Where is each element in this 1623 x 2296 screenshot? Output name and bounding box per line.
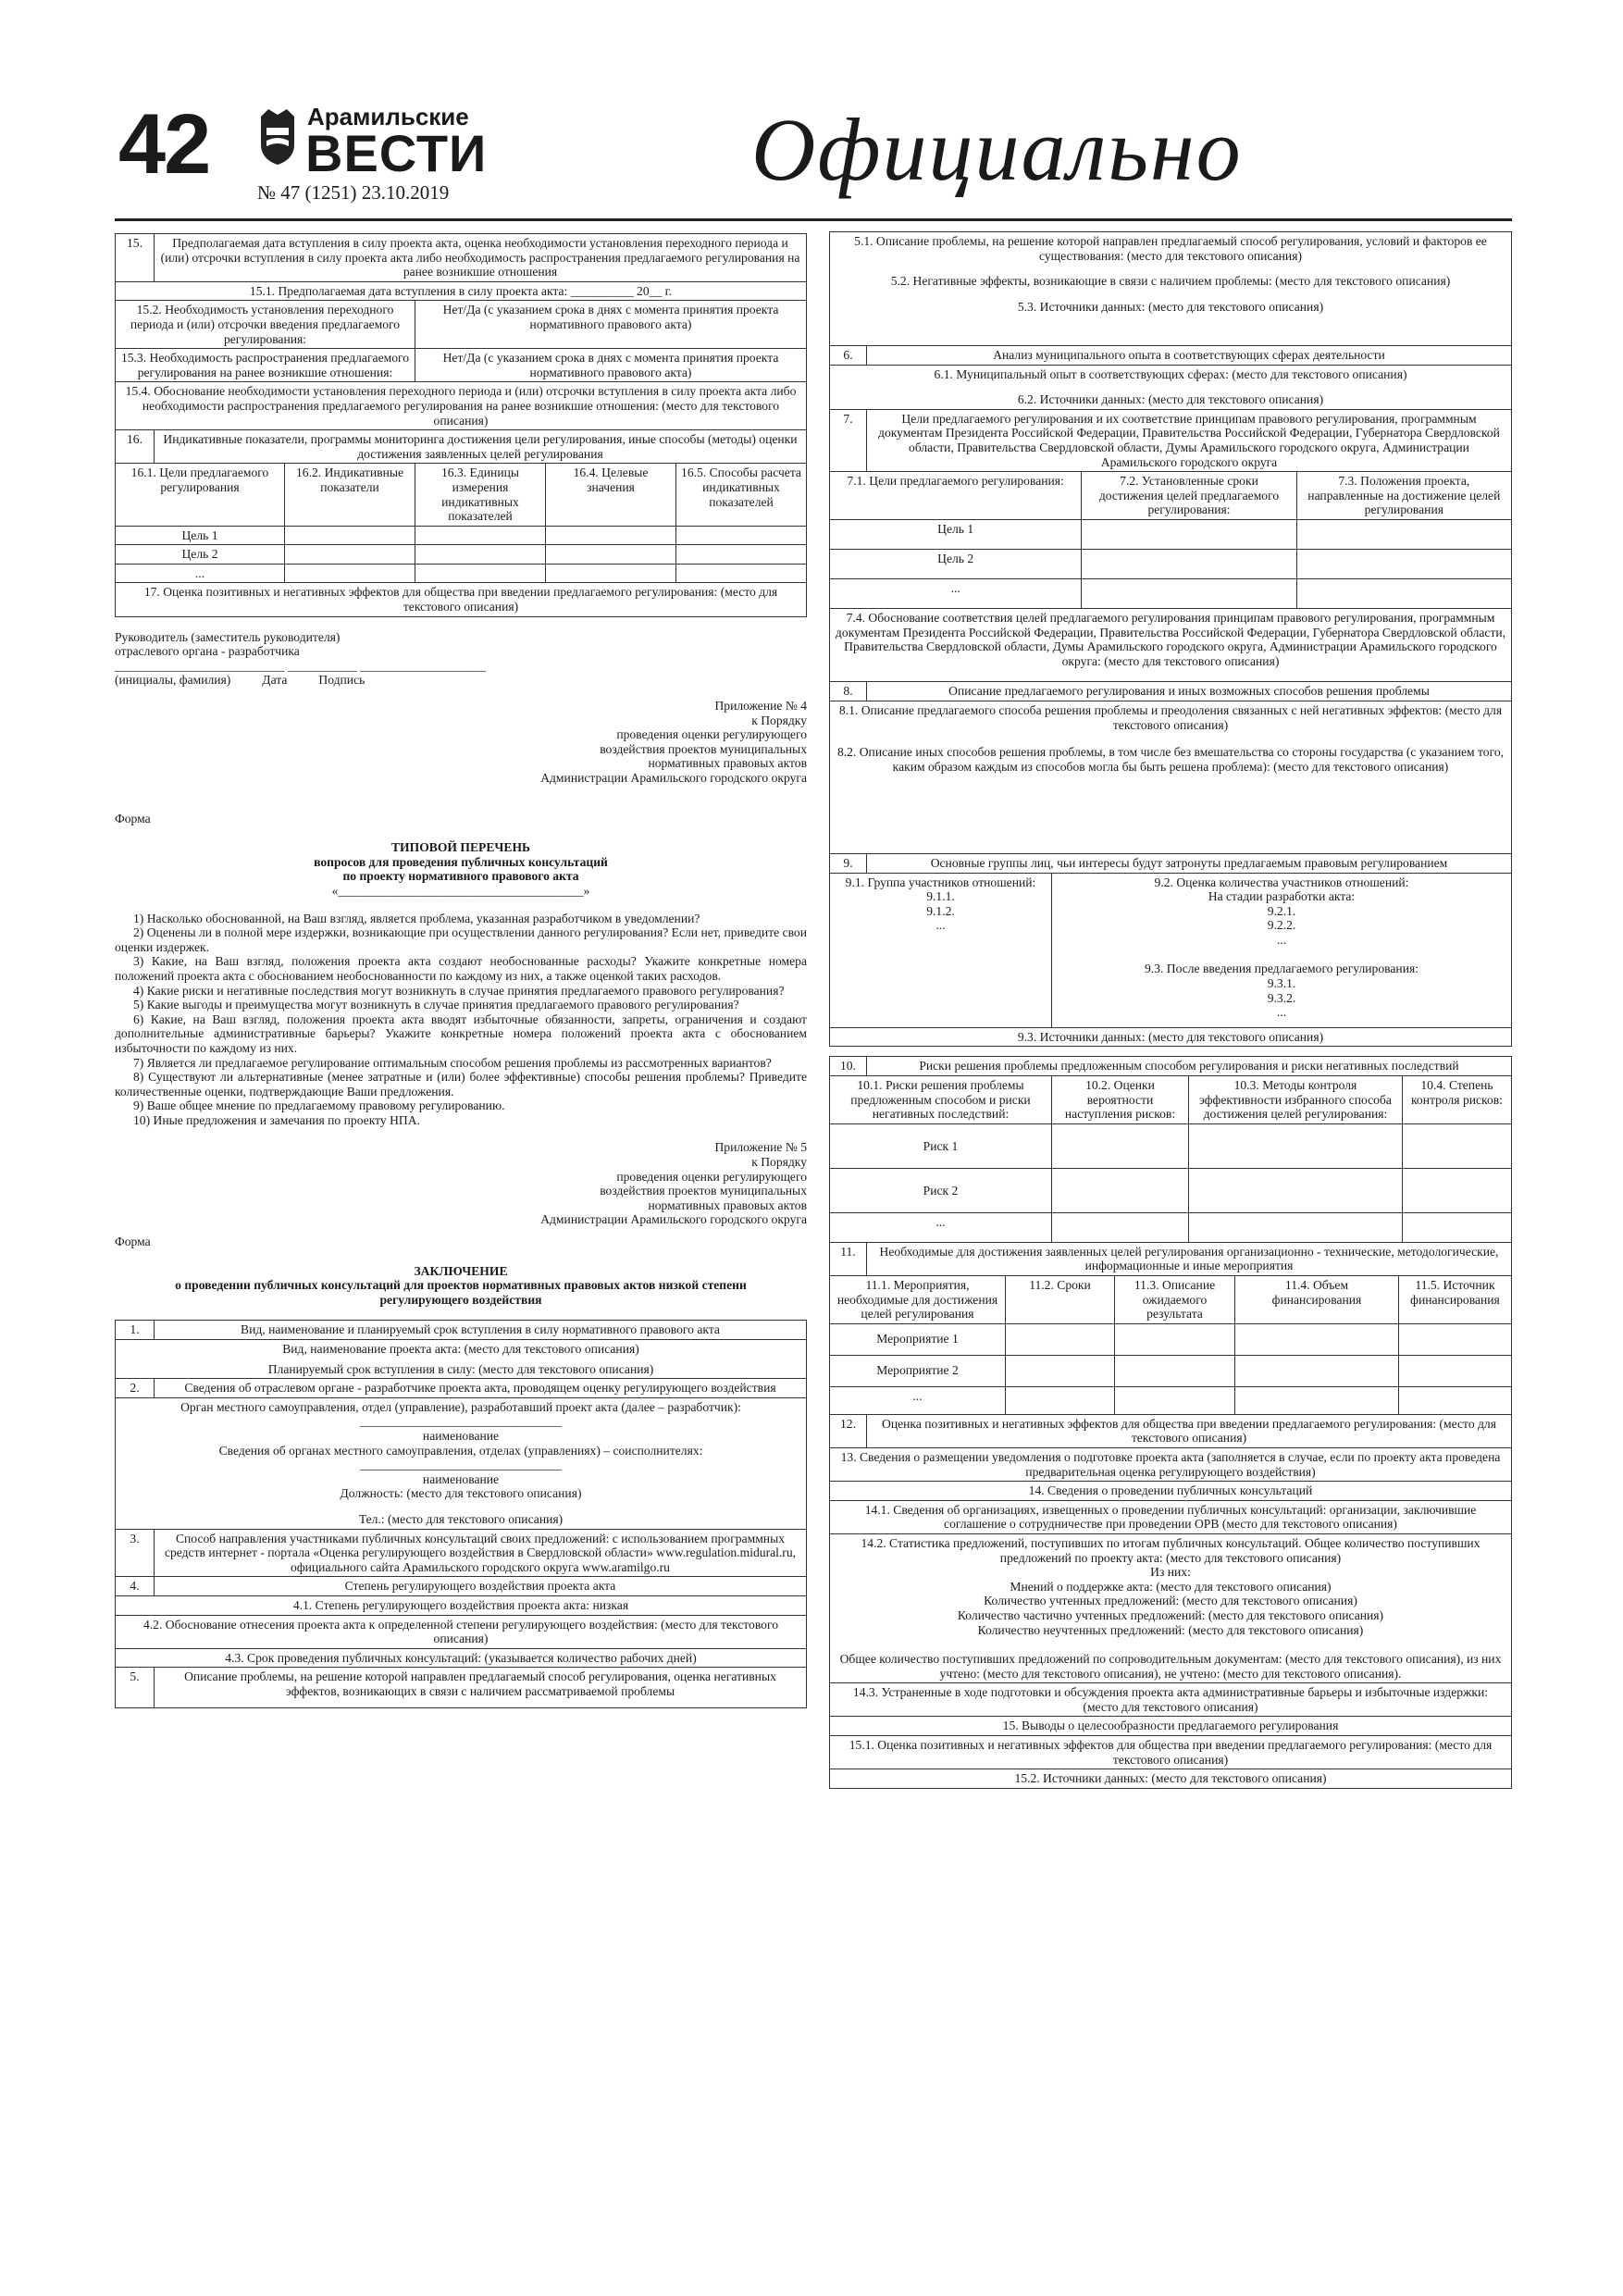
cell-line: 9.1. Группа участников отношений: (845, 875, 1036, 889)
table-cell (830, 701, 1512, 853)
table-header-cell: 11.4. Объем финансирования (1235, 1276, 1399, 1324)
list-item: 6) Какие, на Ваш взгляд, положения проекта акта вводят избыточные обязанности, запреты, ограничения и создают дополнительные административные барьеры? Укажите конкретные номера положений проекта акта с обоснованием избыточности по каждому из них. (115, 1011, 807, 1055)
page-number: 42 (118, 97, 210, 192)
table-cell: Описание предлагаемого регулирования и иных возможных способов решения проблемы (867, 682, 1512, 701)
table-header-cell: 16.3. Единицы измерения индикативных показателей (415, 464, 546, 526)
conclusion-title: ЗАКЛЮЧЕНИЕ (414, 1263, 508, 1278)
cell-line: 6.2. Источники данных: (место для текстового описания) (1017, 392, 1324, 407)
cell-line: ________________________________ (360, 1458, 562, 1472)
table-cell: Основные группы лиц, чьи интересы будут затронуты предлагаемым правовым регулированием (867, 853, 1512, 873)
table-header-cell: 7.3. Положения проекта, направленные на достижение целей регулирования (1296, 472, 1511, 520)
table-cell: 4.2. Обоснование отнесения проекта акта к определенной степени регулирующего воздействия: (место для текстового описания) (116, 1615, 807, 1648)
list-title: ТИПОВОЙ ПЕРЕЧЕНЬ (390, 840, 531, 855)
table-header-cell: 7.1. Цели предлагаемого регулирования: (830, 472, 1082, 520)
table-cell: 4.3. Срок проведения публичных консультаций: (указывается количество рабочих дней) (116, 1648, 807, 1668)
table-cell: 15. Выводы о целесообразности предлагаемого регулирования (830, 1717, 1512, 1736)
cell-line: ... (1276, 1005, 1287, 1020)
signature-blank: ___________________________ ___________ ____________________ (115, 658, 487, 673)
table-section-11 (829, 1242, 1512, 1415)
table-cell: Описание проблемы, на решение которой направлен предлагаемый способ регулирования, оценка негативных эффектов, возникающих в связи с наличием рассматриваемой проблемы (155, 1668, 807, 1708)
questions-list (115, 912, 807, 1128)
cell-line: 5.3. Источники данных: (место для текстового описания) (1017, 299, 1324, 314)
table-header-cell: 10.4. Степень контроля рисков: (1402, 1076, 1511, 1124)
cell-line: наименование (422, 1428, 500, 1443)
row-num: 1. (116, 1321, 155, 1340)
appendix-5-block (115, 1140, 807, 1227)
table-header-cell: 16.5. Способы расчета индикативных показателей (676, 464, 807, 526)
row-num: 16. (116, 430, 155, 464)
appendix-4-block (115, 699, 807, 786)
cell-line: ... (1276, 932, 1287, 947)
cell-line: Из них: (1150, 1565, 1191, 1580)
list-item: 3) Какие, на Ваш взгляд, положения проекта акта создают необоснованные расходы? Укажите конкретные номера положений проекта акта с обоснованием необоснованности по каждому из них, а также оценкой таких расходов. (115, 954, 807, 983)
table-cell: Вид, наименование и планируемый срок вступления в силу нормативного правового акта (155, 1321, 807, 1340)
row-num: 3. (116, 1529, 155, 1577)
list-item: 7) Является ли предлагаемое регулирование оптимальным способом решения проблемы из рассмотренных вариантов? (133, 1055, 772, 1070)
table-cell (830, 365, 1512, 409)
list-subtitle: вопросов для проведения публичных консультаций (314, 854, 608, 869)
cell-line: 8.2. Описание иных способов решения проблемы, в том числе без вмешательства со стороны государства (с указанием того, каким образом каждым из способов могла бы быть решена проблема): (место для текстового описания) (836, 745, 1505, 774)
cell-line: 9.3.1. (1267, 976, 1296, 991)
row-num: 4. (116, 1577, 155, 1596)
table-header-cell: 16.1. Цели предлагаемого регулирования (116, 464, 285, 526)
row-num: 15. (116, 234, 155, 282)
table-cell: ... (830, 1386, 1006, 1414)
cell-line: Общее количество поступивших предложений по сопроводительным документам: (место для текстового описания), из них учтено: (место для текстового описания), не учтено: (место для текстового описания). (839, 1652, 1502, 1681)
cell-line: Мнений о поддержке акта: (место для текстового описания) (1010, 1579, 1332, 1594)
list-item: 8) Существуют ли альтернативные (менее затратные и (или) более эффективные) способы решения проблемы? Приведите количественные оценки, подтверждающие Ваши предложения. (115, 1070, 807, 1098)
table-header-cell: 10.2. Оценки вероятности наступления рисков: (1052, 1076, 1189, 1124)
list-item: 9) Ваше общее мнение по предлагаемому правовому регулированию. (133, 1098, 505, 1113)
table-cell: Цели предлагаемого регулирования и их соответствие принципам правового регулирования, программным документам Президента Российской Федерации, Правительства Российской Федерации, Губернатора Свердловской области, Правительства Свердловской области, Думы Арамильского городского округа, Администрации Арамильского городского округа (867, 409, 1512, 471)
cell-line: 5.2. Негативные эффекты, возникающие в связи с наличием проблемы: (место для текстового описания) (890, 274, 1451, 289)
table-cell: Цель 1 (116, 526, 285, 545)
cell-line: Планируемый срок вступления в силу: (место для текстового описания) (267, 1361, 654, 1376)
table-cell (830, 232, 1512, 346)
cell-line: 9.2.2. (1267, 918, 1296, 933)
appendix-line: воздействия проектов муниципальных (600, 1184, 807, 1198)
table-cell (830, 873, 1052, 1027)
table-header-cell: 10.1. Риски решения проблемы предложенным способом и риски негативных последствий: (830, 1076, 1052, 1124)
cell-line: ________________________________ (360, 1414, 562, 1429)
cell-line: ... (935, 918, 946, 933)
row-num: 10. (830, 1057, 867, 1076)
row-num: 7. (830, 409, 867, 471)
cell-line: 9.3. После введения предлагаемого регулирования: (1145, 962, 1419, 976)
appendix-line: проведения оценки регулирующего (616, 727, 807, 742)
table-header-cell: 11.1. Мероприятия, необходимые для достижения целей регулирования (830, 1276, 1006, 1324)
row-num: 6. (830, 346, 867, 366)
row-num: 5. (116, 1668, 155, 1708)
table-cell: ... (830, 578, 1082, 608)
cell-line: Сведения об органах местного самоуправления, отделах (управлениях) – соисполнителях: (218, 1443, 703, 1458)
appendix-line: Приложение № 4 (714, 699, 807, 714)
cell-line: 5.1. Описание проблемы, на решение которой направлен предлагаемый способ регулирования, условий и факторов ее существования: (место для текстового описания) (854, 234, 1487, 263)
cell-line: На стадии разработки акта: (1208, 889, 1356, 904)
table-cell: Цель 2 (116, 545, 285, 565)
logo-title: ВЕСТИ (305, 124, 488, 182)
cell-line: Вид, наименование проекта акта: (место для текстового описания) (282, 1342, 639, 1356)
row-num: 12. (830, 1414, 867, 1447)
table-cell: Мероприятие 1 (830, 1323, 1006, 1355)
header-rule (115, 218, 1512, 221)
table-header-cell: 16.4. Целевые значения (546, 464, 676, 526)
table-cell: Нет/Да (с указанием срока в днях с момента принятия проекта нормативного правового акта) (415, 301, 807, 349)
table-cell (116, 1340, 807, 1379)
list-item: 10) Иные предложения и замечания по проекту НПА. (133, 1112, 420, 1127)
table-cell: Риск 2 (830, 1168, 1052, 1212)
table-cell: Нет/Да (с указанием срока в днях с момента принятия проекта нормативного правового акта) (415, 349, 807, 382)
appendix-line: к Порядку (751, 713, 807, 727)
table-cell: 9.3. Источники данных: (место для текстового описания) (830, 1027, 1512, 1047)
table-cell (1052, 873, 1512, 1027)
table-cell: Анализ муниципального опыта в соответствующих сферах деятельности (867, 346, 1512, 366)
cell-line: 9.3.2. (1267, 990, 1296, 1005)
cell-line: Орган местного самоуправления, отдел (управление), разработавший проект акта (далее – разработчик): (180, 1399, 741, 1414)
table-header-cell: 7.2. Установленные сроки достижения целей предлагаемого регулирования: (1082, 472, 1296, 520)
cell-line: Количество частично учтенных предложений: (место для текстового описания) (957, 1607, 1384, 1622)
table-cell: ... (830, 1212, 1052, 1242)
cell-line: Тел.: (место для текстового описания) (358, 1511, 564, 1526)
table-cell (830, 1533, 1512, 1682)
row-num: 8. (830, 682, 867, 701)
list-item: 1) Насколько обоснованной, на Ваш взгляд, является проблема, указанная разработчиком в уведомлении? (133, 911, 700, 925)
logo-subtitle: Арамильские (307, 103, 469, 130)
signature-line: отраслевого органа - разработчика (115, 644, 300, 659)
city-crest-icon (257, 107, 298, 167)
table-cell: 15.1. Оценка позитивных и негативных эффектов для общества при введении предлагаемого регулирования: (место для текстового описания) (830, 1736, 1512, 1769)
table-cell: 15.1. Предполагаемая дата вступления в силу проекта акта: __________ 20__ г. (116, 281, 807, 301)
left-column (115, 233, 807, 1708)
cell-line: Количество учтенных предложений: (место для текстового описания) (984, 1594, 1357, 1608)
cell-line: 6.1. Муниципальный опыт в соответствующих сферах: (место для текстового описания) (934, 366, 1407, 381)
list-item: 5) Какие выгоды и преимущества могут возникнуть в случае принятия предлагаемого правового регулирования? (133, 998, 739, 1012)
table-cell: ... (116, 564, 285, 583)
table-cell: 17. Оценка позитивных и негативных эффектов для общества при введении предлагаемого регулирования: (место для текстового описания) (116, 583, 807, 616)
table-cell: 15.2. Необходимость установления переходного периода и (или) отсрочки введения предлагаемого регулирования: (116, 301, 415, 349)
table-cell: Индикативные показатели, программы мониторинга достижения цели регулирования, иные способы (методы) оценки достижения заявленных целей регулирования (155, 430, 807, 464)
form-label: Форма (115, 811, 151, 825)
table-cell: 14.1. Сведения об организациях, извещенных о проведении публичных консультаций: организации, заключившие соглашение о сотрудничестве при проведении ОРВ (место для текстового описания) (830, 1500, 1512, 1533)
signature-line: Руководитель (заместитель руководителя) (115, 629, 341, 644)
table-cell: 14. Сведения о проведении публичных консультаций (830, 1482, 1512, 1501)
right-column (829, 231, 1512, 1789)
table-cell: 15.3. Необходимость распространения предлагаемого регулирования на ранее возникшие отношения: (116, 349, 415, 382)
cell-line: Количество неучтенных предложений: (место для текстового описания) (977, 1622, 1364, 1637)
table-conclusion (115, 1320, 807, 1708)
table-cell: Степень регулирующего воздействия проекта акта (155, 1577, 807, 1596)
appendix-line: Приложение № 5 (714, 1140, 807, 1155)
issue-number: № 47 (1251) 23.10.2019 (257, 181, 450, 204)
table-cell: 15.4. Обоснование необходимости установления переходного периода и (или) отсрочки вступления в силу проекта акта либо необходимости распространения предлагаемого регулирования на ранее возникшие отношения: (место для текстового описания) (116, 382, 807, 430)
table-cell: Риск 1 (830, 1123, 1052, 1168)
appendix-line: воздействия проектов муниципальных (600, 741, 807, 756)
cell-line: 9.2. Оценка количества участников отношений: (1154, 875, 1409, 889)
cell-line: 9.2.1. (1267, 903, 1296, 918)
cell-line: 9.1.1. (926, 889, 955, 904)
list-subtitle: по проекту нормативного правового акта (342, 869, 579, 884)
table-cell: 4.1. Степень регулирующего воздействия проекта акта: низкая (116, 1595, 807, 1615)
appendix-line: проведения оценки регулирующего (616, 1169, 807, 1184)
row-num: 9. (830, 853, 867, 873)
row-num: 2. (116, 1379, 155, 1398)
cell-line: 9.1.2. (926, 903, 955, 918)
appendix-line: нормативных правовых актов (648, 1198, 807, 1212)
appendix-line: Администрации Арамильского городского округа (540, 771, 807, 785)
table-cell: Оценка позитивных и негативных эффектов для общества при введении предлагаемого регулирования: (место для текстового описания) (867, 1414, 1512, 1447)
list-blank: «_______________________________________» (331, 883, 590, 898)
table-cell: 13. Сведения о размещении уведомления о подготовке проекта акта (заполняется в случае, если по проекту акта проведена предварительная оценка регулирующего воздействия) (830, 1447, 1512, 1481)
section-title: Официально (751, 100, 1243, 199)
cell-line: 8.1. Описание предлагаемого способа решения проблемы и преодоления связанных с ней негативных эффектов: (место для текстового описания) (838, 702, 1503, 732)
table-cell: 15.2. Источники данных: (место для текстового описания) (830, 1769, 1512, 1789)
table-cell: Цель 1 (830, 519, 1082, 549)
table-cell: 14.3. Устраненные в ходе подготовки и обсуждения проекта акта административные барьеры и избыточные издержки: (место для текстового описания) (830, 1683, 1512, 1717)
appendix-line: Администрации Арамильского городского округа (540, 1212, 807, 1227)
table-cell: Необходимые для достижения заявленных целей регулирования организационно - технические, методологические, информационные и иные мероприятия (867, 1242, 1512, 1275)
table-header-cell: 11.2. Сроки (1006, 1276, 1115, 1324)
list-item: 4) Какие риски и негативные последствия могут возникнуть в случае принятия предлагаемого правового регулирования? (133, 983, 785, 998)
table-cell: Предполагаемая дата вступления в силу проекта акта, оценка необходимости установления переходного периода и (или) отсрочки вступления в силу проекта акта либо необходимость распространения предлагаемого регулирования на ранее возникшие отношения (155, 234, 807, 282)
table-section-15-17 (115, 233, 807, 617)
table-header-cell: 11.3. Описание ожидаемого результата (1115, 1276, 1235, 1324)
table-header-cell: 10.3. Методы контроля эффективности избранного способа достижения целей регулирования: (1189, 1076, 1403, 1124)
table-header-cell: 11.5. Источник финансирования (1398, 1276, 1511, 1324)
table-header-cell: 16.2. Индикативные показатели (285, 464, 415, 526)
appendix-line: нормативных правовых актов (648, 756, 807, 771)
list-item: 2) Оценены ли в полной мере издержки, возникающие при осуществлении данного регулирования? Если нет, приведите свои оценки издержек. (115, 925, 808, 954)
form-label: Форма (115, 1235, 151, 1249)
table-cell (116, 1397, 807, 1529)
table-cell: Цель 2 (830, 549, 1082, 578)
table-cell: Сведения об отраслевом органе - разработчике проекта акта, проводящем оценку регулирующего воздействия (155, 1379, 807, 1398)
table-section-9 (829, 853, 1512, 1048)
cell-line: наименование (422, 1471, 500, 1486)
table-section-12-15 (829, 1414, 1512, 1789)
row-num: 11. (830, 1242, 867, 1275)
table-cell: Способ направления участниками публичных консультаций своих предложений: с использованием программных средств интернет - портала «Оценка регулирующего воздействия в Свердловской области» www.regulation.midural.ru, официального сайта Арамильского городского округа www.aramilgo.ru (155, 1529, 807, 1577)
table-cell: Риски решения проблемы предложенным способом регулирования и риски негативных последствий (867, 1057, 1512, 1076)
cell-line: 14.2. Статистика предложений, поступивших по итогам публичных консультаций. Общее количество поступивших предложений по проекту акта: (место для текстового описания) (861, 1535, 1481, 1565)
table-cell: 7.4. Обоснование соответствия целей предлагаемого регулирования принципам правового регулирования, программным документам Президента Российской Федерации, Правительства Российской Федерации, Губернатора Свердловской области, Правительства Свердловской области, Думы Арамильского городского округа, Администрации Арамильского городского округа: (место для текстового описания) (830, 608, 1512, 681)
table-section-10 (829, 1056, 1512, 1242)
appendix-line: к Порядку (751, 1155, 807, 1170)
conclusion-subtitle: о проведении публичных консультаций для проектов нормативных правовых актов низкой степени регулирующего воздействия (175, 1278, 747, 1307)
table-cell: Мероприятие 2 (830, 1355, 1006, 1386)
cell-line: Должность: (место для текстового описания) (340, 1486, 582, 1501)
signature-caption: (инициалы, фамилия) Дата Подпись (115, 673, 365, 688)
table-section-5-8 (829, 231, 1512, 854)
